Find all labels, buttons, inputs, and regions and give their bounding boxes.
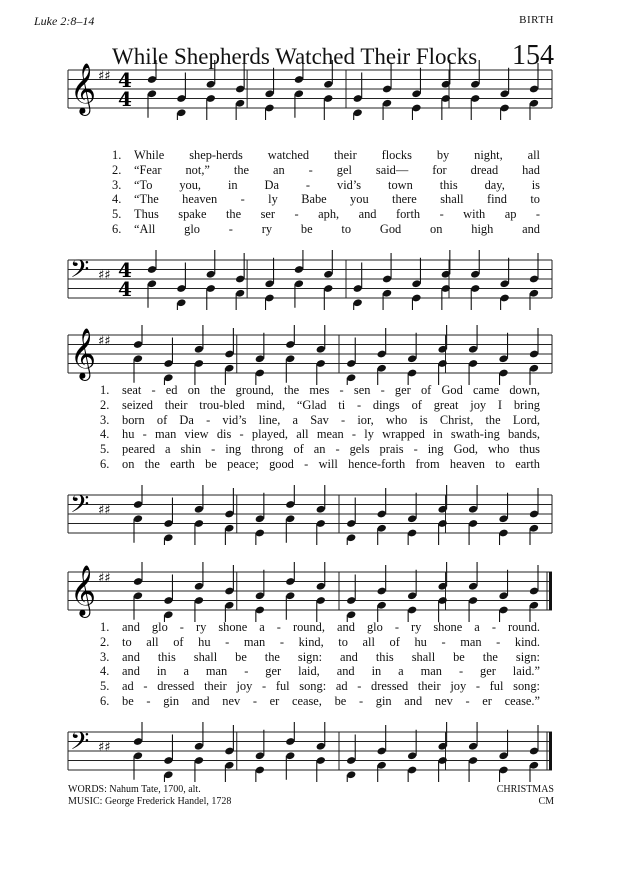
bass-staff-3: [0, 722, 640, 782]
time-signature: 4: [118, 258, 132, 282]
time-signature: 4: [118, 87, 132, 111]
verse-number: 6.: [100, 693, 110, 708]
lyric-line: [100, 427, 540, 442]
lyrics-system-3: [100, 620, 540, 709]
lyric-line: [112, 178, 540, 193]
lyric-line: [100, 413, 540, 428]
key-signature: ♯♯: [98, 503, 111, 518]
lyric-text: and in a man - ger laid, and in a man - ger laid.”: [122, 664, 540, 679]
verse-number: 3.: [100, 412, 110, 427]
lyric-line: [100, 650, 540, 665]
verse-number: 2.: [100, 634, 110, 649]
tune-info: [497, 784, 554, 808]
verse-number: 6.: [100, 456, 110, 471]
lyric-text: hu - man view dis - played, all mean - ly wrapped in swath-ing bands,: [122, 427, 540, 442]
lyric-line: [112, 222, 540, 237]
verse-number: 3.: [112, 177, 122, 192]
key-signature: ♯♯: [98, 571, 111, 586]
final-barline: [549, 572, 552, 610]
lyric-text: peared a shin - ing throng of an - gels prais - ing God, who thus: [122, 442, 540, 457]
lyric-text: Thus spake the ser - aph, and forth - with ap -: [134, 207, 540, 222]
verse-number: 1.: [100, 383, 110, 397]
verse-number: 6.: [112, 221, 122, 236]
lyric-text: be - gin and nev - er cease, be - gin and nev - er cease.”: [122, 693, 540, 708]
words-credit: WORDS: Nahum Tate, 1700, alt.: [68, 784, 201, 795]
lyric-line: [112, 148, 540, 163]
verse-number: 5.: [100, 442, 110, 457]
verse-number: 4.: [112, 192, 122, 207]
lyric-text: and glo - ry shone a - round, and glo - ry shone a - round.: [122, 620, 540, 634]
lyrics-system-1: [112, 148, 540, 237]
bass-staff-2: [0, 485, 640, 545]
verse-number: 1.: [112, 148, 122, 162]
lyric-line: [100, 694, 540, 709]
bass-staff-1: [0, 250, 640, 310]
lyric-line: [100, 398, 540, 413]
lyric-line: [100, 635, 540, 650]
tune-name: CHRISTMAS: [496, 784, 554, 795]
hymn-title: While Shepherds Watched Their Flocks: [112, 44, 478, 69]
treble-clef-icon: 𝄞: [70, 63, 97, 114]
scripture-reference: Luke 2:8–14: [34, 14, 95, 28]
lyric-line: [112, 192, 540, 207]
verse-number: 5.: [112, 207, 122, 222]
verse-number: 1.: [100, 620, 110, 634]
verse-number: 3.: [100, 649, 110, 664]
treble-staff-1: [0, 60, 640, 120]
verse-number: 5.: [100, 679, 110, 694]
lyric-text: ad - dressed their joy - ful song: ad - dressed their joy - ful song:: [122, 679, 540, 694]
lyric-text: born of Da - vid’s line, a Sav - ior, who is Christ, the Lord,: [122, 412, 540, 427]
lyric-line: [112, 207, 540, 222]
key-signature: ♯♯: [98, 69, 111, 84]
lyrics-system-2: [100, 383, 540, 472]
lyric-text: While shep-herds watched their flocks by night, all: [134, 148, 540, 162]
lyric-text: to all of hu - man - kind, to all of hu - man - kind.: [122, 634, 540, 649]
lyric-line: [100, 442, 540, 457]
lyric-line: [100, 664, 540, 679]
verse-number: 2.: [112, 162, 122, 177]
lyric-text: on the earth be peace; good - will hence-forth from heaven to earth: [122, 456, 540, 471]
key-signature: ♯♯: [98, 268, 111, 283]
category-label: BIRTH: [519, 14, 554, 26]
time-signature: 4: [118, 277, 132, 301]
lyric-text: “All glo - ry be to God on high and: [134, 221, 540, 236]
treble-staff-2: [0, 325, 640, 385]
credits: [68, 784, 231, 808]
treble-staff-3: [0, 562, 640, 622]
meter: CM: [538, 796, 554, 807]
treble-clef-icon: 𝄞: [70, 328, 97, 379]
lyric-text: seat - ed on the ground, the mes - sen - ger of God came down,: [122, 383, 540, 397]
time-signature: 4: [118, 68, 132, 92]
bass-clef-icon: 𝄢: [70, 727, 90, 762]
lyric-text: and this shall be the sign: and this shall be the sign:: [122, 649, 540, 664]
key-signature: ♯♯: [98, 740, 111, 755]
music-credit: MUSIC: George Frederick Handel, 1728: [68, 796, 232, 807]
lyric-line: [112, 163, 540, 178]
lyric-text: seized their trou-bled mind, “Glad ti - dings of great joy I bring: [122, 397, 540, 412]
lyric-line: [100, 383, 540, 398]
verse-number: 4.: [100, 427, 110, 442]
final-barline: [549, 732, 552, 770]
bass-clef-icon: 𝄢: [70, 255, 90, 290]
lyric-line: [100, 457, 540, 472]
lyric-line: [100, 620, 540, 635]
hymn-number: 154: [512, 40, 554, 71]
verse-number: 4.: [100, 664, 110, 679]
lyric-line: [100, 679, 540, 694]
lyric-text: “Fear not,” the an - gel said— for dread had: [134, 162, 540, 177]
lyric-text: “To you, in Da - vid’s town this day, is: [134, 177, 540, 192]
lyric-text: “The heaven - ly Babe you there shall find to: [134, 192, 540, 207]
verse-number: 2.: [100, 397, 110, 412]
treble-clef-icon: 𝄞: [70, 565, 97, 616]
bass-clef-icon: 𝄢: [70, 490, 90, 525]
key-signature: ♯♯: [98, 334, 111, 349]
